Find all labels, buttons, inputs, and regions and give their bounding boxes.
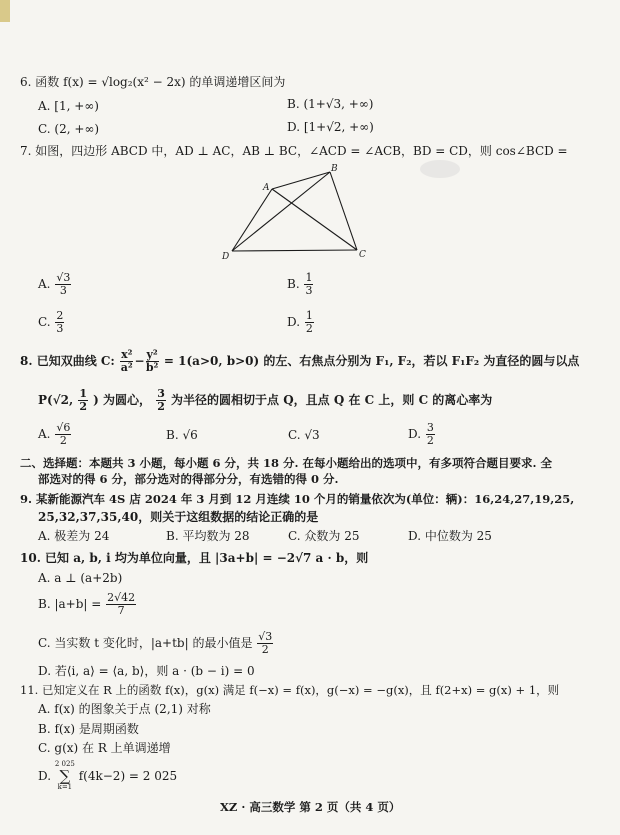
q10-option-a[interactable]: A. a ⊥ (a+2b) [38, 571, 123, 585]
q7-option-c-fraction [55, 310, 64, 335]
q7-option-d-letter: D. [287, 315, 301, 329]
q9-option-a[interactable]: A. 极差为 24 [38, 529, 110, 543]
q7-option-c-letter: C. [38, 315, 51, 329]
q8-stem-line2 [38, 388, 492, 413]
page-footer: XZ · 高三数学 第 2 页（共 4 页） [220, 800, 401, 814]
q10-option-c-den: 2 [261, 643, 269, 656]
section2-heading-line2: 部选对的得 6 分，部分选对的得部分分，有选错的得 0 分. [38, 472, 339, 486]
q9-option-b[interactable]: B. 平均数为 28 [166, 529, 250, 543]
q7-option-b-num: 1 [305, 271, 313, 284]
q8-option-a-num: √6 [56, 421, 71, 434]
q10-option-c-num: √3 [258, 630, 273, 643]
q8-option-d-num: 3 [426, 421, 434, 434]
label-B: B [331, 164, 338, 174]
q7-option-b-den: 3 [305, 284, 313, 297]
q7-option-a-fraction [55, 272, 71, 297]
q9-stem-line1: 9. 某新能源汽车 4S 店 2024 年 3 月到 12 月连续 10 个月的销量依次为(单位：辆)：16,24,27,19,25, [20, 492, 575, 506]
q8-option-d-den: 2 [426, 434, 434, 447]
q10-stem: 10. 已知 a, b, i 均为单位向量，且 |3a+b| = −2√7 a · b，则 [20, 551, 369, 565]
q7-option-d-num: 1 [305, 309, 313, 322]
q10-option-d[interactable]: D. 若⟨i, a⟩ = ⟨a, b⟩，则 a · (b − i) = 0 [38, 664, 255, 678]
q8-y-den: b² [145, 361, 159, 374]
q11-sum [55, 760, 75, 792]
q6-stem: 6. 函数 f(x) = √log₂(x² − 2x) 的单调递增区间为 [20, 75, 286, 89]
q7-option-a-den: 3 [59, 284, 67, 297]
q8-p-fraction [78, 388, 88, 413]
q8-option-a-den: 2 [59, 434, 67, 447]
q8-r-den: 2 [157, 400, 165, 413]
q7-stem: 7. 如图，四边形 ABCD 中，AD ⊥ AC，AB ⊥ BC，∠ACD = ∠ACB，BD = CD，则 cos∠BCD = [20, 144, 568, 158]
q6-option-c[interactable]: C. (2, +∞) [38, 122, 100, 136]
q11-stem: 11. 已知定义在 R 上的函数 f(x)，g(x) 满足 f(−x) = f(x)，g(−x) = −g(x)，且 f(2+x) = g(x) + 1，则 [20, 683, 560, 697]
q8-line2-mid: ) 为圆心， [93, 393, 152, 407]
q8-y-num: y² [146, 348, 158, 361]
edge-DC [232, 250, 357, 251]
q11-option-d-letter: D. [38, 769, 52, 783]
q7-option-b-fraction [304, 272, 313, 297]
q8-stem-mid: = 1(a>0, b>0) 的左、右焦点分别为 F₁, F₂，若以 F₁F₂ 为直径的圆与以点 [163, 354, 580, 368]
q10-option-b-pre: B. |a+b| = [38, 597, 102, 611]
q10-option-c-pre: C. 当实数 t 变化时，|a+tb| 的最小值是 [38, 636, 253, 650]
q11-option-d-expression: f(4k−2) = 2 025 [78, 769, 178, 783]
q8-option-d-fraction [426, 422, 435, 447]
q7-option-a-letter: A. [38, 277, 51, 291]
q8-y-fraction [146, 349, 159, 374]
q11-option-b[interactable]: B. f(x) 是周期函数 [38, 722, 139, 736]
q11-sum-lower: k=1 [57, 783, 73, 791]
q8-line2-post: 为半径的圆相切于点 Q，且点 Q 在 C 上，则 C 的离心率为 [171, 393, 493, 407]
q7-option-d[interactable] [287, 310, 315, 335]
q8-option-c[interactable]: C. √3 [288, 428, 320, 442]
q7-figure-lines [232, 172, 357, 251]
q8-option-d-letter: D. [408, 427, 422, 441]
scan-smudge [420, 160, 460, 178]
q6-option-a[interactable]: A. [1, +∞) [38, 99, 99, 113]
q7-quadrilateral-diagram [220, 164, 380, 264]
q7-option-c-den: 3 [56, 322, 64, 335]
q11-option-d[interactable] [38, 760, 177, 794]
q11-sum-symbol: ∑ [59, 767, 71, 785]
section2-heading-line1: 二、选择题：本题共 3 小题，每小题 6 分，共 18 分. 在每小题给出的选项中，有多项符合题目要求. 全 [20, 456, 553, 470]
edge-AB [272, 172, 330, 189]
q8-option-a-letter: A. [38, 427, 51, 441]
q6-option-b[interactable]: B. (1+√3, +∞) [287, 97, 374, 111]
q8-r-num: 3 [157, 387, 165, 400]
q7-option-a[interactable] [38, 272, 72, 297]
q9-stem-line2: 25,32,37,35,40，则关于这组数据的结论正确的是 [38, 510, 319, 524]
q6-option-d[interactable]: D. [1+√2, +∞) [287, 120, 374, 134]
label-D: D [222, 252, 230, 262]
q8-x-fraction [120, 349, 133, 374]
q8-stem-pre: 8. 已知双曲线 C: [20, 354, 115, 368]
q10-option-b[interactable] [38, 592, 137, 617]
q10-option-b-num: 2√42 [107, 591, 136, 604]
q8-stem: 8. 已知双曲线 C: $\frac{\text{x²}}{\text{a²}}$ − $\frac{\text{y²}}{\text{b²}}$ = 1(a>0, b>0) 的左、右焦点分别为 F₁, F₂，若以 F₁F₂ 为直径的圆与以点 [20, 348, 580, 374]
q9-option-d[interactable]: D. 中位数为 25 [408, 529, 492, 543]
q7-option-c[interactable] [38, 310, 65, 335]
q8-p-den: 2 [79, 400, 87, 413]
q9-option-c[interactable]: C. 众数为 25 [288, 529, 360, 543]
diagonal-AC [272, 189, 357, 250]
q7-option-c-num: 2 [56, 309, 64, 322]
q8-option-b[interactable]: B. √6 [166, 428, 198, 442]
q7-option-b[interactable] [287, 272, 314, 297]
q8-x-num: x² [121, 348, 133, 361]
scan-edge [0, 0, 10, 22]
q8-x-den: a² [120, 361, 133, 374]
label-C: C [359, 250, 366, 260]
q10-option-b-den: 7 [117, 604, 125, 617]
q7-option-b-letter: B. [287, 277, 300, 291]
edge-BC [330, 172, 357, 250]
q8-line2-pre: P(√2, [38, 393, 74, 407]
q11-option-c[interactable]: C. g(x) 在 R 上单调递增 [38, 741, 171, 755]
q8-p-num: 1 [79, 387, 87, 400]
q10-option-c-fraction [257, 631, 273, 656]
q8-option-d[interactable] [408, 422, 436, 447]
q8-r-fraction [156, 388, 166, 413]
diagonal-DB [232, 172, 330, 251]
q11-option-a[interactable]: A. f(x) 的图象关于点 (2,1) 对称 [38, 702, 211, 716]
q7-option-d-fraction [305, 310, 314, 335]
edge-DA [232, 189, 272, 251]
q7-option-a-num: √3 [56, 271, 71, 284]
q8-option-a-fraction [55, 422, 71, 447]
q8-option-a[interactable] [38, 422, 72, 447]
q10-option-c[interactable] [38, 631, 274, 656]
q7-option-d-den: 2 [305, 322, 313, 335]
q11-sum-upper: 2 025 [54, 760, 75, 768]
label-A: A [263, 183, 270, 193]
q10-option-b-fraction [106, 592, 136, 617]
